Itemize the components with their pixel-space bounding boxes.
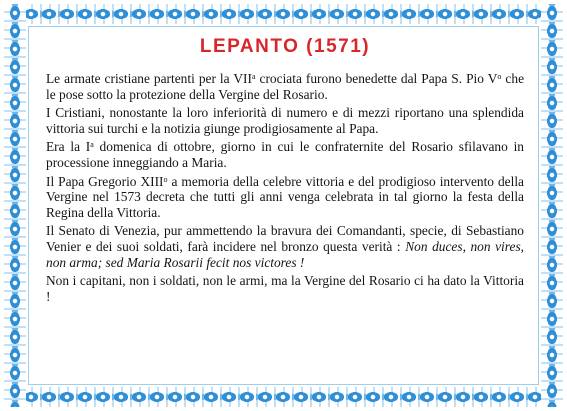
latin-quote: Non duces, non vires, non arma; sed Maria Rosarii fecit nos victores ! bbox=[46, 238, 524, 270]
paragraph-text: a memoria della celebre vittoria e del prodigioso intervento della Vergine nel 1573 decreta che tutti gli anni venga celebrata in tal giorno la festa della Regina della Vittoria. bbox=[46, 173, 524, 220]
paragraph-text: che le pose sotto la protezione della Vergine del Rosario. bbox=[46, 71, 525, 102]
paragraph-victory: I Cristiani, nonostante la loro inferiorità di numero e di mezzi riportano una splendida vittoria sui turchi e la notizia giunge prodigiosamente al Papa. bbox=[46, 105, 524, 136]
paragraph-gregory bbox=[46, 174, 524, 221]
page-title: LEPANTO (1571) bbox=[199, 36, 371, 57]
floral-border-bottom-icon bbox=[4, 387, 563, 407]
paragraph-sunday bbox=[46, 139, 524, 170]
paragraph-crusade bbox=[46, 71, 524, 102]
paragraph-text: Era la I bbox=[46, 139, 91, 155]
card-content bbox=[46, 36, 524, 307]
paragraph-text: crociata furono benedette dal Papa S. Pio V bbox=[255, 71, 498, 86]
ordinal-suffix: a bbox=[90, 140, 94, 150]
paragraph-text: domenica di ottobre, giorno in cui le confraternite del Rosario sfilavano in processione inneggiando a Maria. bbox=[46, 139, 524, 170]
ordinal-suffix: a bbox=[251, 72, 256, 81]
paragraph-text: Le armate cristiane partenti per la VII bbox=[46, 71, 252, 86]
paragraph-venice bbox=[46, 223, 524, 270]
paragraph-conclusion: Non i capitani, non i soldati, non le armi, ma la Vergine del Rosario ci ha dato la Vittoria ! bbox=[46, 273, 524, 304]
floral-border-left-icon bbox=[4, 4, 26, 407]
floral-border-right-icon bbox=[541, 4, 563, 407]
floral-border-top-icon bbox=[4, 4, 563, 24]
ordinal-suffix: o bbox=[163, 174, 168, 184]
lepanto-card bbox=[4, 4, 563, 407]
ordinal-suffix: o bbox=[497, 72, 502, 81]
paragraph-text: Il Papa Gregorio XIII bbox=[46, 173, 164, 189]
paragraph-text: Il Senato di Venezia, pur ammettendo la bravura dei Comandanti, specie, di Sebastiano Venier e dei suoi soldati, farà incidere nel bronzo questa verità : bbox=[46, 223, 524, 254]
